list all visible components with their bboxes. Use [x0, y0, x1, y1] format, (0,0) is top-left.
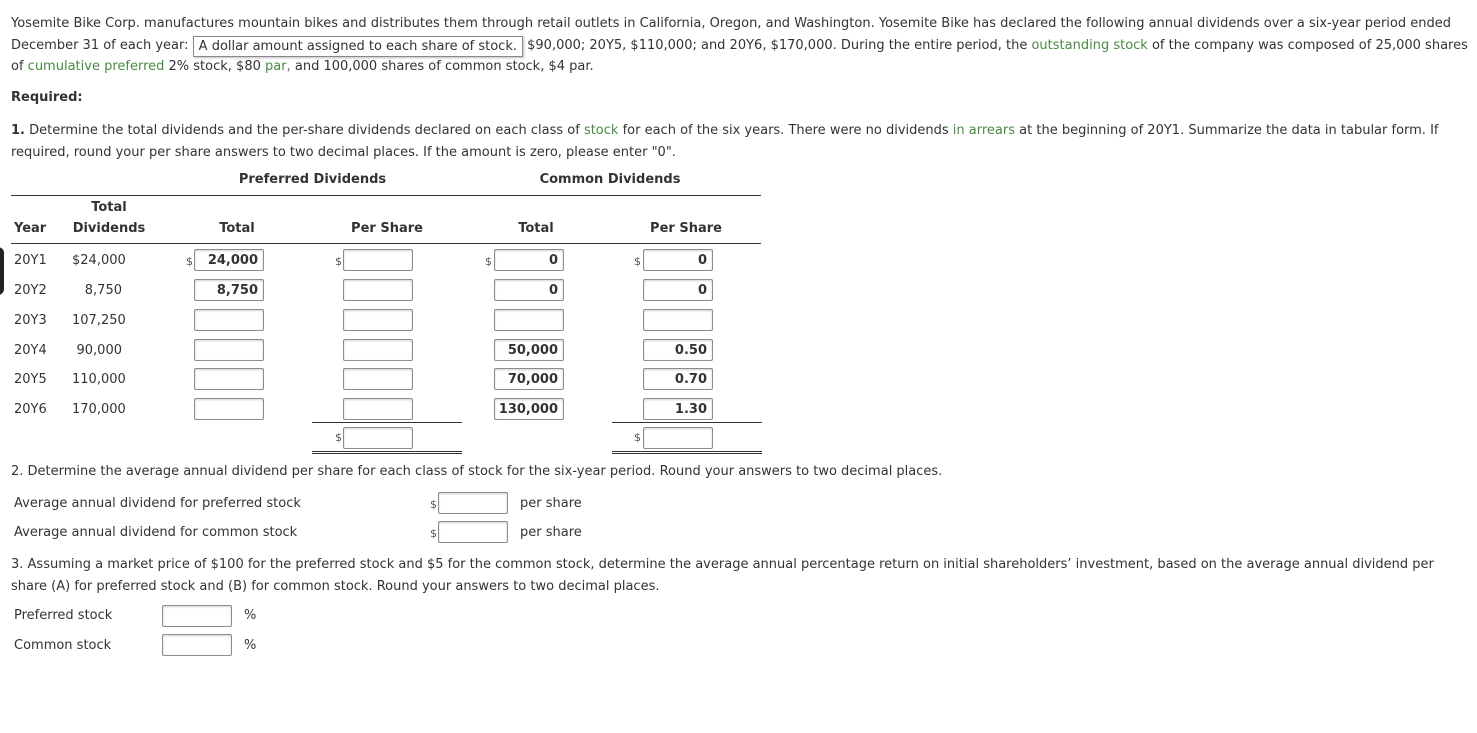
col-header-preferred-per-share: Per Share	[351, 221, 423, 236]
required-heading: Required:	[11, 90, 83, 105]
pref-total-dollar: $	[186, 255, 193, 268]
pref-total-input[interactable]	[194, 309, 264, 331]
pref-total-input[interactable]	[194, 368, 264, 390]
row-total-dividends: $24,000	[72, 253, 126, 268]
row-total-dividends: 90,000	[76, 343, 122, 358]
com-total-input[interactable]	[494, 368, 564, 390]
com-per-share-sum-rule	[612, 422, 762, 423]
com-total-dollar: $	[485, 255, 492, 268]
par-tooltip: A dollar amount assigned to each share of stock.	[193, 36, 523, 57]
com-per-share-sum-input[interactable]	[643, 427, 713, 449]
problem-intro	[11, 13, 1471, 78]
glossary-link-cumulative-preferred[interactable]: cumulative preferred	[27, 59, 165, 74]
pref-per-share-input[interactable]	[343, 279, 413, 301]
pref-per-share-input[interactable]	[343, 368, 413, 390]
common-dividends-header: Common Dividends	[539, 172, 681, 187]
row-year: 20Y6	[14, 402, 47, 417]
question-1-part-3: at the beginning of 20Y1. Summarize the data in tabular form. If required, round your per share answers to two decimal places. If the amount is zero, please enter "0".	[11, 123, 1439, 160]
question-1-part-1: Determine the total dividends and the per-share dividends declared on each class of	[29, 123, 580, 138]
com-total-input[interactable]	[494, 339, 564, 361]
return-preferred-input[interactable]	[162, 605, 232, 627]
pref-per-share-input[interactable]	[343, 398, 413, 420]
question-1-number: 1.	[11, 123, 25, 138]
com-total-input[interactable]	[494, 249, 564, 271]
row-year: 20Y4	[14, 343, 47, 358]
com-per-share-input[interactable]	[643, 368, 713, 390]
pref-total-input[interactable]	[194, 398, 264, 420]
row-total-dividends: 107,250	[72, 313, 126, 328]
com-per-share-input[interactable]	[643, 309, 713, 331]
com-per-share-double-rule-2	[612, 453, 762, 454]
com-total-input[interactable]	[494, 279, 564, 301]
header-rule-bottom	[11, 243, 761, 244]
avg-common-input[interactable]	[438, 521, 508, 543]
avg-common-label: Average annual dividend for common stock	[14, 525, 298, 540]
return-common-unit: %	[244, 638, 257, 653]
intro-text-5: and 100,000 shares of common stock, $4 par.	[294, 59, 594, 74]
row-total-dividends: 110,000	[72, 372, 126, 387]
avg-common-dollar: $	[430, 527, 437, 540]
pref-total-input[interactable]	[194, 249, 264, 271]
row-year: 20Y1	[14, 253, 47, 268]
question-1-text	[11, 120, 1461, 163]
com-total-input[interactable]	[494, 398, 564, 420]
avg-preferred-label: Average annual dividend for preferred stock	[14, 496, 301, 511]
com-per-dollar: $	[634, 255, 641, 268]
intro-text-2: $90,000; 20Y5, $110,000; and 20Y6, $170,000. During the entire period, the	[527, 37, 1028, 53]
col-header-total-dividends-line1: Total	[91, 200, 127, 215]
col-header-common-per-share: Per Share	[650, 221, 722, 236]
com-total-input[interactable]	[494, 309, 564, 331]
pref-per-share-sum-rule	[312, 422, 462, 423]
row-year: 20Y5	[14, 372, 47, 387]
col-header-preferred-total: Total	[219, 221, 255, 236]
avg-preferred-input[interactable]	[438, 492, 508, 514]
question-3-text: 3. Assuming a market price of $100 for the preferred stock and $5 for the common stock, determine the average annual percentage return on initial shareholders’ investment, based on the average annual dividend per share (A) for preferred stock and (B) for common stock. Round your answers to two decimal places.	[11, 557, 1434, 594]
intro-text-3: of the company was composed of 25,000 shares of	[11, 37, 1468, 74]
pref-per-share-input[interactable]	[343, 309, 413, 331]
col-header-common-total: Total	[518, 221, 554, 236]
row-year: 20Y3	[14, 313, 47, 328]
preferred-dividends-header: Preferred Dividends	[238, 172, 387, 187]
pref-per-dollar: $	[335, 255, 342, 268]
com-per-share-input[interactable]	[643, 339, 713, 361]
com-per-share-input[interactable]	[643, 249, 713, 271]
com-per-share-input[interactable]	[643, 398, 713, 420]
question-1-part-2: for each of the six years. There were no dividends	[622, 123, 949, 138]
glossary-link-outstanding-stock[interactable]: outstanding stock	[1031, 37, 1148, 53]
col-header-year: Year	[14, 221, 47, 236]
return-common-label: Common stock	[14, 638, 112, 653]
glossary-link-stock[interactable]: stock	[583, 123, 619, 138]
col-header-total-dividends-line2: Dividends	[72, 221, 146, 236]
pref-per-share-sum-dollar: $	[335, 431, 342, 444]
row-total-dividends: 8,750	[84, 283, 122, 298]
return-preferred-unit: %	[244, 608, 257, 623]
header-rule-top	[11, 195, 761, 196]
avg-preferred-unit: per share	[520, 496, 582, 511]
glossary-link-in-arrears[interactable]: in arrears	[952, 123, 1016, 138]
pref-total-input[interactable]	[194, 279, 264, 301]
com-per-share-sum-dollar: $	[634, 431, 641, 444]
pref-total-input[interactable]	[194, 339, 264, 361]
com-per-share-input[interactable]	[643, 279, 713, 301]
return-common-input[interactable]	[162, 634, 232, 656]
com-per-share-double-rule-1	[612, 451, 762, 452]
page-edge-marker	[0, 247, 4, 295]
row-year: 20Y2	[14, 283, 47, 298]
pref-per-share-input[interactable]	[343, 249, 413, 271]
pref-per-share-double-rule-1	[312, 451, 462, 452]
intro-text-4: 2% stock, $80	[168, 59, 261, 74]
pref-per-share-double-rule-2	[312, 453, 462, 454]
glossary-link-par[interactable]: par,	[265, 59, 291, 74]
avg-common-unit: per share	[520, 525, 582, 540]
question-2-text: 2. Determine the average annual dividend per share for each class of stock for the six-year period. Round your answers to two decimal places.	[11, 464, 943, 479]
pref-per-share-sum-input[interactable]	[343, 427, 413, 449]
pref-per-share-input[interactable]	[343, 339, 413, 361]
return-preferred-label: Preferred stock	[14, 608, 113, 623]
avg-preferred-dollar: $	[430, 498, 437, 511]
row-total-dividends: 170,000	[72, 402, 126, 417]
intro-text-1: Yosemite Bike Corp. manufactures mountain bikes and distributes them through retail outlets in California, Oregon, and Washington. Yosemite Bike has declared the following annual dividends over a six-year period ended December 31 of each year:	[11, 16, 1451, 53]
